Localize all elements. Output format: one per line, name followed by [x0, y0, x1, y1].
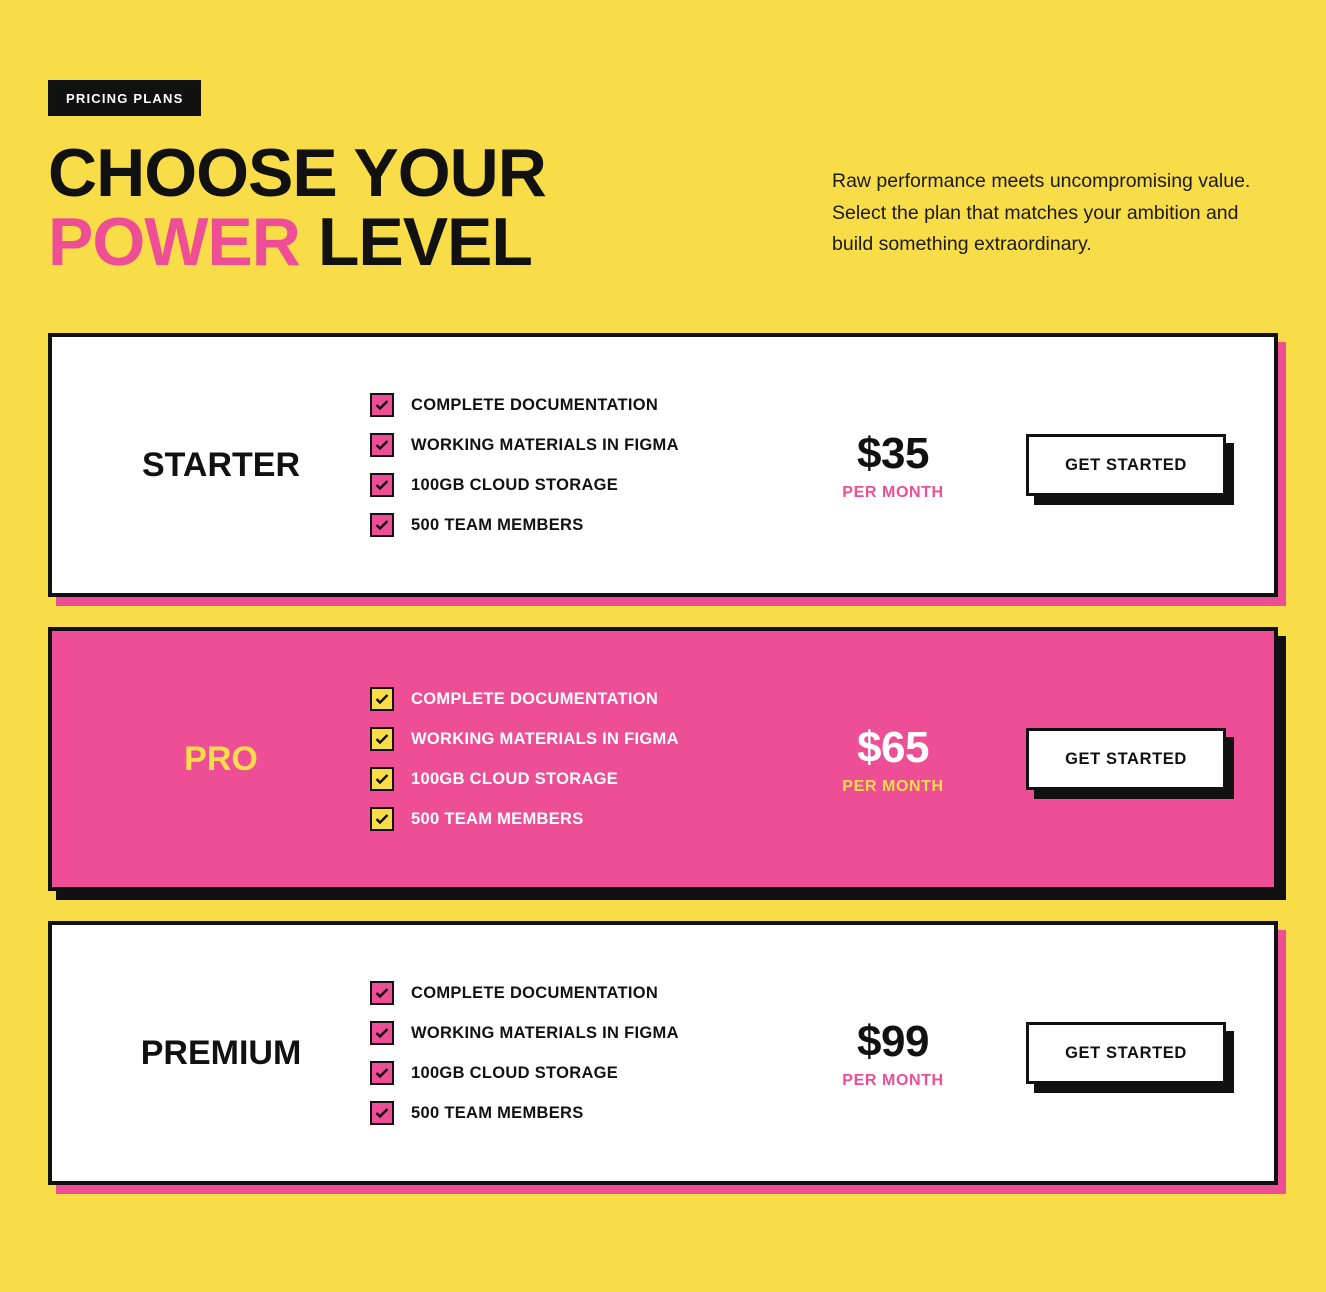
plan-features: [360, 393, 788, 537]
feature-label: 500 TEAM MEMBERS: [411, 809, 584, 828]
feature-label: WORKING MATERIALS IN FIGMA: [411, 1023, 679, 1042]
get-started-button[interactable]: GET STARTED: [1026, 434, 1226, 496]
plan-name: PRO: [184, 739, 258, 778]
plan-name: STARTER: [141, 445, 301, 484]
check-icon: [370, 727, 394, 751]
plan-name: PREMIUM: [140, 1033, 302, 1072]
plan-price: $35: [857, 428, 929, 478]
pricing-plans-badge: PRICING PLANS: [48, 80, 201, 116]
plan-period: PER MONTH: [842, 777, 944, 795]
feature-item: [370, 1021, 788, 1045]
feature-label: COMPLETE DOCUMENTATION: [411, 395, 659, 414]
feature-label: COMPLETE DOCUMENTATION: [411, 689, 659, 708]
check-icon: [370, 393, 394, 417]
plan-card-premium: [48, 921, 1278, 1185]
feature-item: [370, 473, 788, 497]
feature-item: [370, 981, 788, 1005]
feature-item: [370, 807, 788, 831]
check-icon: [370, 473, 394, 497]
feature-item: [370, 1101, 788, 1125]
check-icon: [370, 767, 394, 791]
feature-label: COMPLETE DOCUMENTATION: [411, 983, 659, 1002]
get-started-wrap: [1026, 434, 1226, 496]
check-icon: [370, 513, 394, 537]
check-icon: [370, 1101, 394, 1125]
feature-label: 500 TEAM MEMBERS: [411, 1103, 584, 1122]
check-icon: [370, 1021, 394, 1045]
check-icon: [370, 807, 394, 831]
plan-card-starter: [48, 333, 1278, 597]
get-started-wrap: [1026, 1022, 1226, 1084]
feature-label: WORKING MATERIALS IN FIGMA: [411, 729, 679, 748]
plan-price: $65: [857, 722, 929, 772]
intro-paragraph: Raw performance meets uncompromising value. Select the plan that matches your ambition and build something extraordinary.: [832, 170, 1251, 256]
feature-label: 500 TEAM MEMBERS: [411, 515, 584, 534]
feature-item: [370, 687, 788, 711]
plan-price-block: [788, 429, 998, 502]
plan-card-pro: [48, 627, 1278, 891]
plan-price-block: [788, 723, 998, 796]
pricing-cards: [48, 333, 1278, 1185]
page-title-line-1: CHOOSE YOUR: [48, 135, 546, 211]
feature-item: [370, 513, 788, 537]
feature-item: [370, 433, 788, 457]
page-title-accent: POWER: [48, 203, 300, 280]
check-icon: [370, 687, 394, 711]
get-started-button[interactable]: GET STARTED: [1026, 728, 1226, 790]
plan-price: $99: [857, 1016, 929, 1066]
feature-item: [370, 767, 788, 791]
feature-label: WORKING MATERIALS IN FIGMA: [411, 435, 679, 454]
check-icon: [370, 981, 394, 1005]
feature-item: [370, 393, 788, 417]
plan-period: PER MONTH: [842, 1071, 944, 1089]
check-icon: [370, 433, 394, 457]
plan-period: PER MONTH: [842, 483, 944, 501]
plan-features: [360, 981, 788, 1125]
feature-item: [370, 727, 788, 751]
check-icon: [370, 1061, 394, 1085]
feature-label: 100GB CLOUD STORAGE: [411, 475, 619, 494]
plan-features: [360, 687, 788, 831]
feature-label: 100GB CLOUD STORAGE: [411, 1063, 619, 1082]
feature-item: [370, 1061, 788, 1085]
feature-label: 100GB CLOUD STORAGE: [411, 769, 619, 788]
get-started-button[interactable]: GET STARTED: [1026, 1022, 1226, 1084]
get-started-wrap: [1026, 728, 1226, 790]
page-title-rest: LEVEL: [317, 203, 532, 280]
plan-price-block: [788, 1017, 998, 1090]
